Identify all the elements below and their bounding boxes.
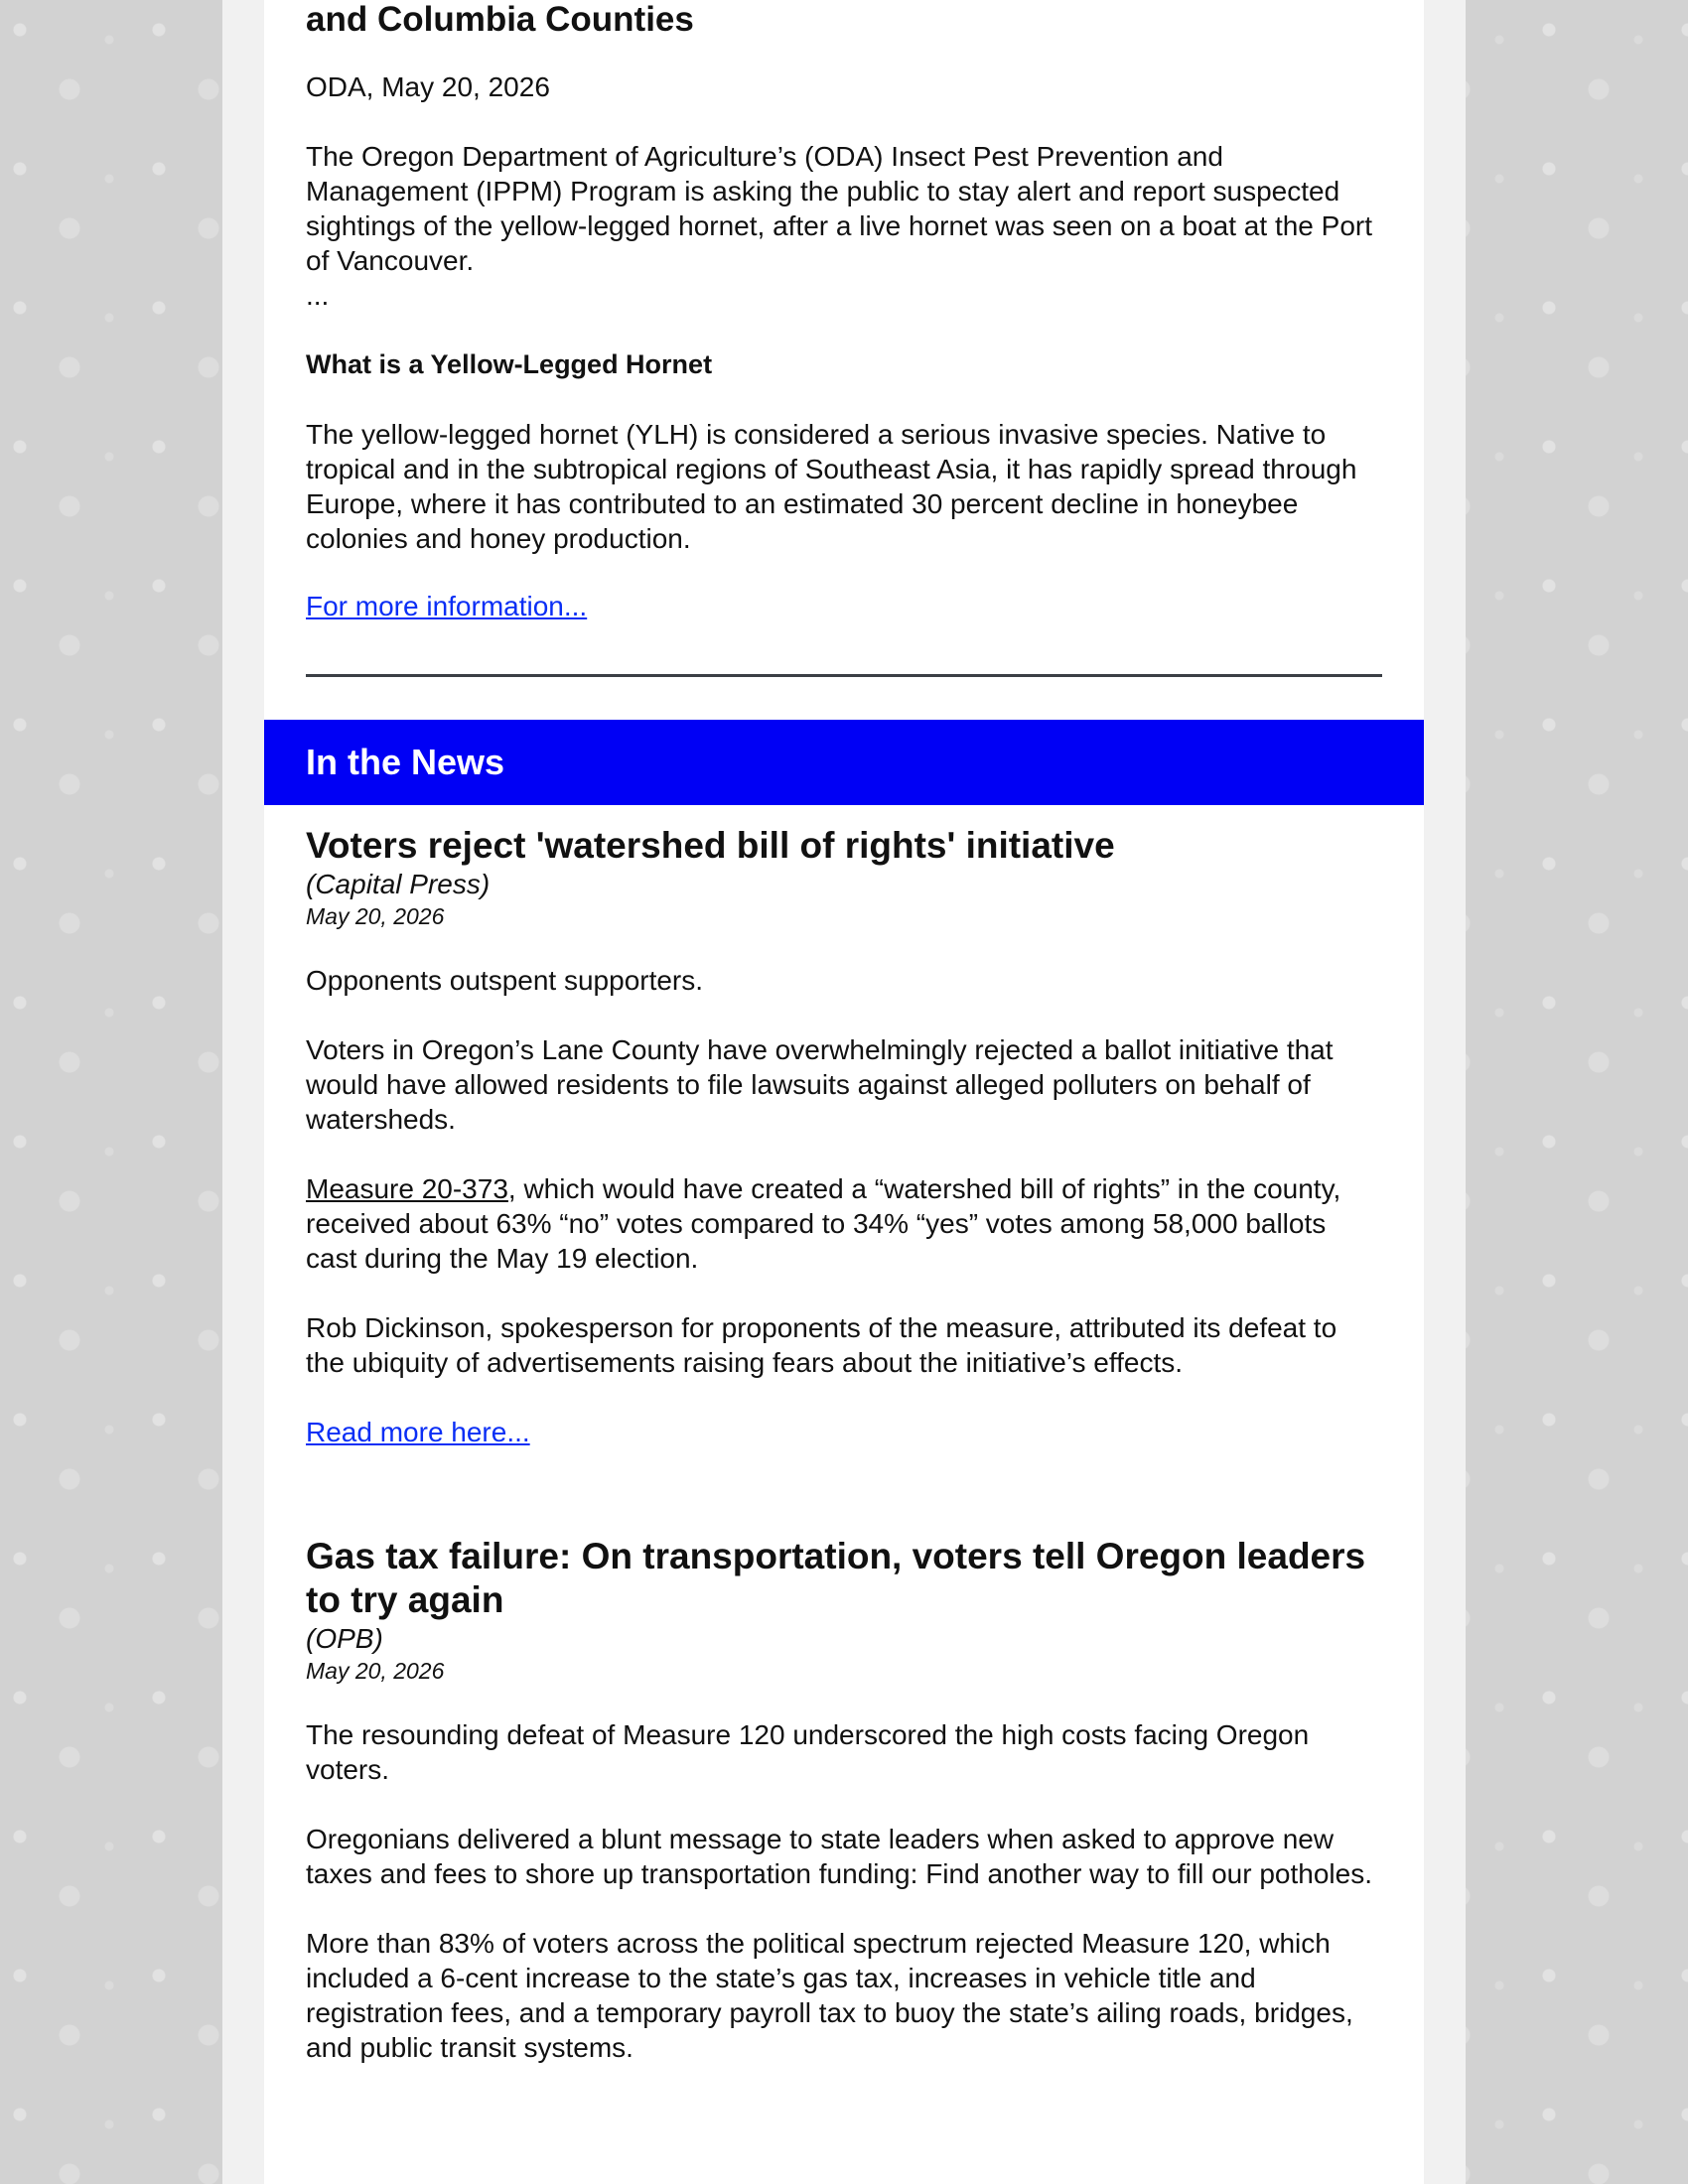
hornet-headline: and Columbia Counties [306,0,694,39]
article-paragraph: The resounding defeat of Measure 120 underscored the high costs facing Oregon voters. [306,1719,1310,1785]
article-date: May 20, 2026 [306,903,445,929]
article-date: May 20, 2026 [306,1658,445,1684]
article-paragraph: Opponents outspent supporters. [306,965,704,996]
article-source: (Capital Press) [306,869,491,899]
watershed-article [306,824,1382,1449]
article-paragraph: Voters in Oregon’s Lane County have overwhelmingly rejected a ballot initiative that would have allowed residents to file lawsuits against alleged polluters on behalf of watersheds. [306,1034,1334,1135]
article-paragraph [306,1171,1382,1276]
hornet-intro: The Oregon Department of Agriculture’s (ODA) Insect Pest Prevention and Management (IPPM) Program is asking the public to stay alert and report suspected sightings of the yellow-legged hornet, after a live hornet was seen on a boat at the Port of Vancouver. [306,141,1372,276]
banner-title: In the News [306,742,505,782]
newsletter-card [264,0,1424,2184]
article-title: Voters reject 'watershed bill of rights' initiative [306,825,1115,866]
hornet-body: The yellow-legged hornet (YLH) is considered a serious invasive species. Native to tropical and in the subtropical regions of Southeast Asia, it has rapidly spread through Europe, where it has contributed to an estimated 30 percent decline in honeybee colonies and honey production. [306,419,1357,554]
hornet-ellipsis: ... [306,280,330,311]
article-paragraph: Rob Dickinson, spokesperson for proponents of the measure, attributed its defeat to the ubiquity of advertisements raising fears about the initiative’s effects. [306,1312,1337,1378]
article-source: (OPB) [306,1623,383,1654]
article-paragraph: Oregonians delivered a blunt message to state leaders when asked to approve new taxes and fees to shore up transportation funding: Find another way to fill our potholes. [306,1824,1372,1889]
more-information-link[interactable]: For more information... [306,591,588,621]
read-more-link[interactable]: Read more here... [306,1417,530,1447]
article-title: Gas tax failure: On transportation, voters tell Oregon leaders to try again [306,1536,1366,1620]
section-divider [306,674,1382,677]
gas-tax-article [306,1535,1382,2065]
in-the-news-banner [264,720,1424,805]
hornet-byline: ODA, May 20, 2026 [306,71,550,102]
hornet-article [306,0,1382,623]
hornet-subhead: What is a Yellow-Legged Hornet [306,349,713,379]
article-paragraph: More than 83% of voters across the political spectrum rejected Measure 120, which included a 6-cent increase to the state’s gas tax, increases in vehicle title and registration fees, and a temporary payroll tax to buoy the state’s ailing roads, bridges, and public transit systems. [306,1928,1353,2063]
measure-20-373-link[interactable]: Measure 20-373 [306,1173,508,1204]
article-paragraph-text: , which would have created a “watershed bill of rights” in the county, received about 63% “no” votes compared to 34% “yes” votes among 58,000 ballots cast during the May 19 election. [306,1173,1341,1274]
